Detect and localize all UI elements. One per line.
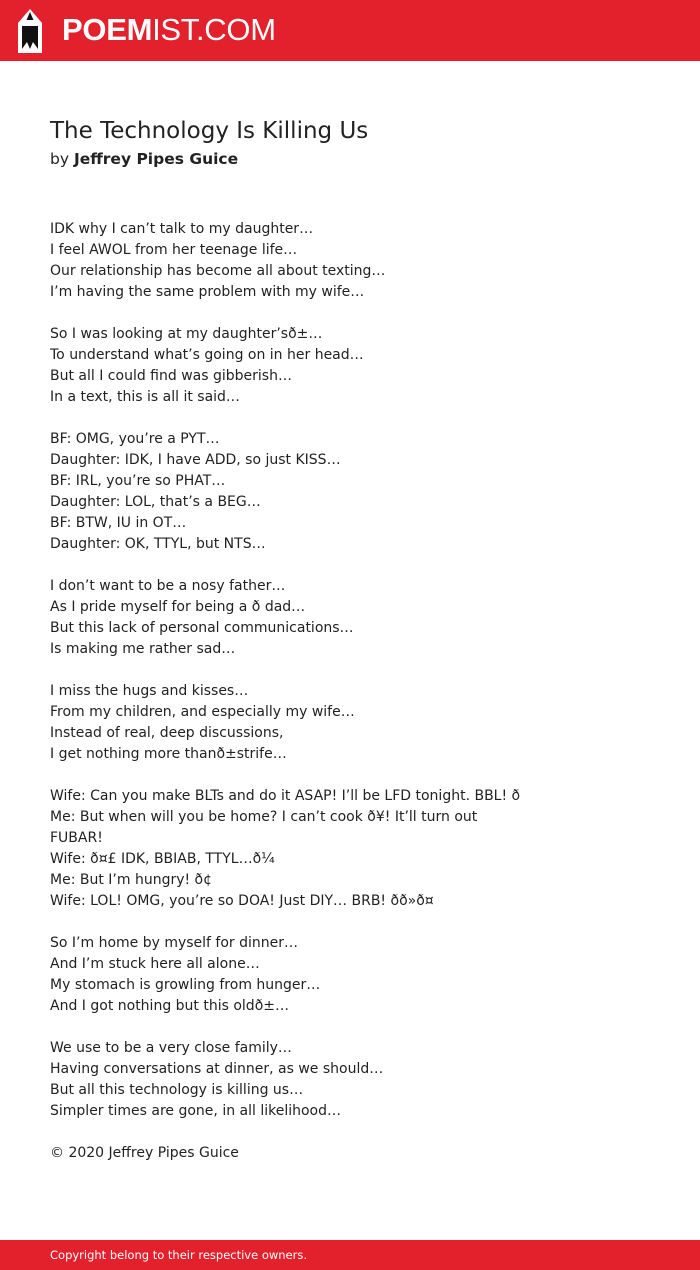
poem-line: I’m having the same problem with my wife… (50, 284, 365, 300)
poem-line: Daughter: OK, TTYL, but NTS… (50, 536, 266, 552)
poem-line: My stomach is growling from hunger… (50, 977, 321, 993)
poem-line: As I pride myself for being a ð dad… (50, 599, 306, 615)
poem-line: And I’m stuck here all alone… (50, 956, 260, 972)
poem-line: So I’m home by myself for dinner… (50, 935, 299, 951)
poem-line: To understand what’s going on in her head… (50, 347, 364, 363)
poem-copyright: © 2020 Jeffrey Pipes Guice (50, 1145, 239, 1161)
poem-title: The Technology Is Killing Us (50, 118, 369, 144)
site-logo[interactable] (62, 11, 276, 49)
stanza (50, 219, 650, 303)
poem-line: Daughter: IDK, I have ADD, so just KISS… (50, 452, 341, 468)
poem-line: Having conversations at dinner, as we should… (50, 1061, 384, 1077)
poem-body (50, 219, 650, 1164)
poem-line: Simpler times are gone, in all likelihood… (50, 1103, 342, 1119)
poem-line: And I got nothing but this oldð±… (50, 998, 289, 1014)
site-footer (0, 1240, 700, 1270)
poem-line: From my children, and especially my wife… (50, 704, 355, 720)
poem-line: Me: But when will you be home? I can’t cook ð¥! It’ll turn out (50, 809, 478, 825)
poem-line: Daughter: LOL, that’s a BEG… (50, 494, 261, 510)
poem-line: IDK why I can’t talk to my daughter… (50, 221, 314, 237)
poem-line: We use to be a very close family… (50, 1040, 292, 1056)
poem-line: But this lack of personal communications… (50, 620, 354, 636)
stanza (50, 933, 650, 1017)
footer-copyright: Copyright belong to their respective owners. (50, 1248, 308, 1262)
poem-line: BF: OMG, you’re a PYT… (50, 431, 220, 447)
byline-prefix: by (50, 150, 70, 168)
poem-line: Wife: Can you make BLTs and do it ASAP! I’ll be LFD tonight. BBL! ð (50, 788, 521, 804)
byline (50, 148, 238, 170)
stanza (50, 681, 650, 765)
poem-line: But all I could find was gibberish… (50, 368, 292, 384)
poem-line: I get nothing more thanð±strife… (50, 746, 287, 762)
poem-line: Me: But I’m hungry! ð¢ (50, 872, 213, 888)
poem-line: BF: BTW, IU in OT… (50, 515, 187, 531)
poem-line: Wife: LOL! OMG, you’re so DOA! Just DIY… BRB! ðð»ð¤ (50, 893, 434, 909)
logo-light-text: IST.COM (152, 12, 276, 47)
poem-line: In a text, this is all it said… (50, 389, 240, 405)
stanza (50, 324, 650, 408)
poem-line: I don’t want to be a nosy father… (50, 578, 286, 594)
poem-line: But all this technology is killing us… (50, 1082, 304, 1098)
poem-line: So I was looking at my daughter’sð±… (50, 326, 323, 342)
logo-bold-text: POEM (62, 12, 153, 47)
stanza (50, 429, 650, 555)
site-header (0, 0, 700, 61)
pencil-tip-icon[interactable] (16, 9, 44, 53)
poem-line: BF: IRL, you’re so PHAT… (50, 473, 226, 489)
poem-line: Is making me rather sad… (50, 641, 236, 657)
stanza (50, 576, 650, 660)
stanza (50, 1038, 650, 1122)
poem-line: I feel AWOL from her teenage life… (50, 242, 298, 258)
poem-line: I miss the hugs and kisses… (50, 683, 249, 699)
author-name: Jeffrey Pipes Guice (73, 150, 239, 168)
poem-line: Instead of real, deep discussions, (50, 725, 284, 741)
poem-line: Our relationship has become all about texting… (50, 263, 386, 279)
stanza (50, 786, 650, 912)
poem-line: Wife: ð¤£ IDK, BBIAB, TTYL…ð¼ (50, 851, 275, 867)
poem-line: FUBAR! (50, 830, 103, 846)
